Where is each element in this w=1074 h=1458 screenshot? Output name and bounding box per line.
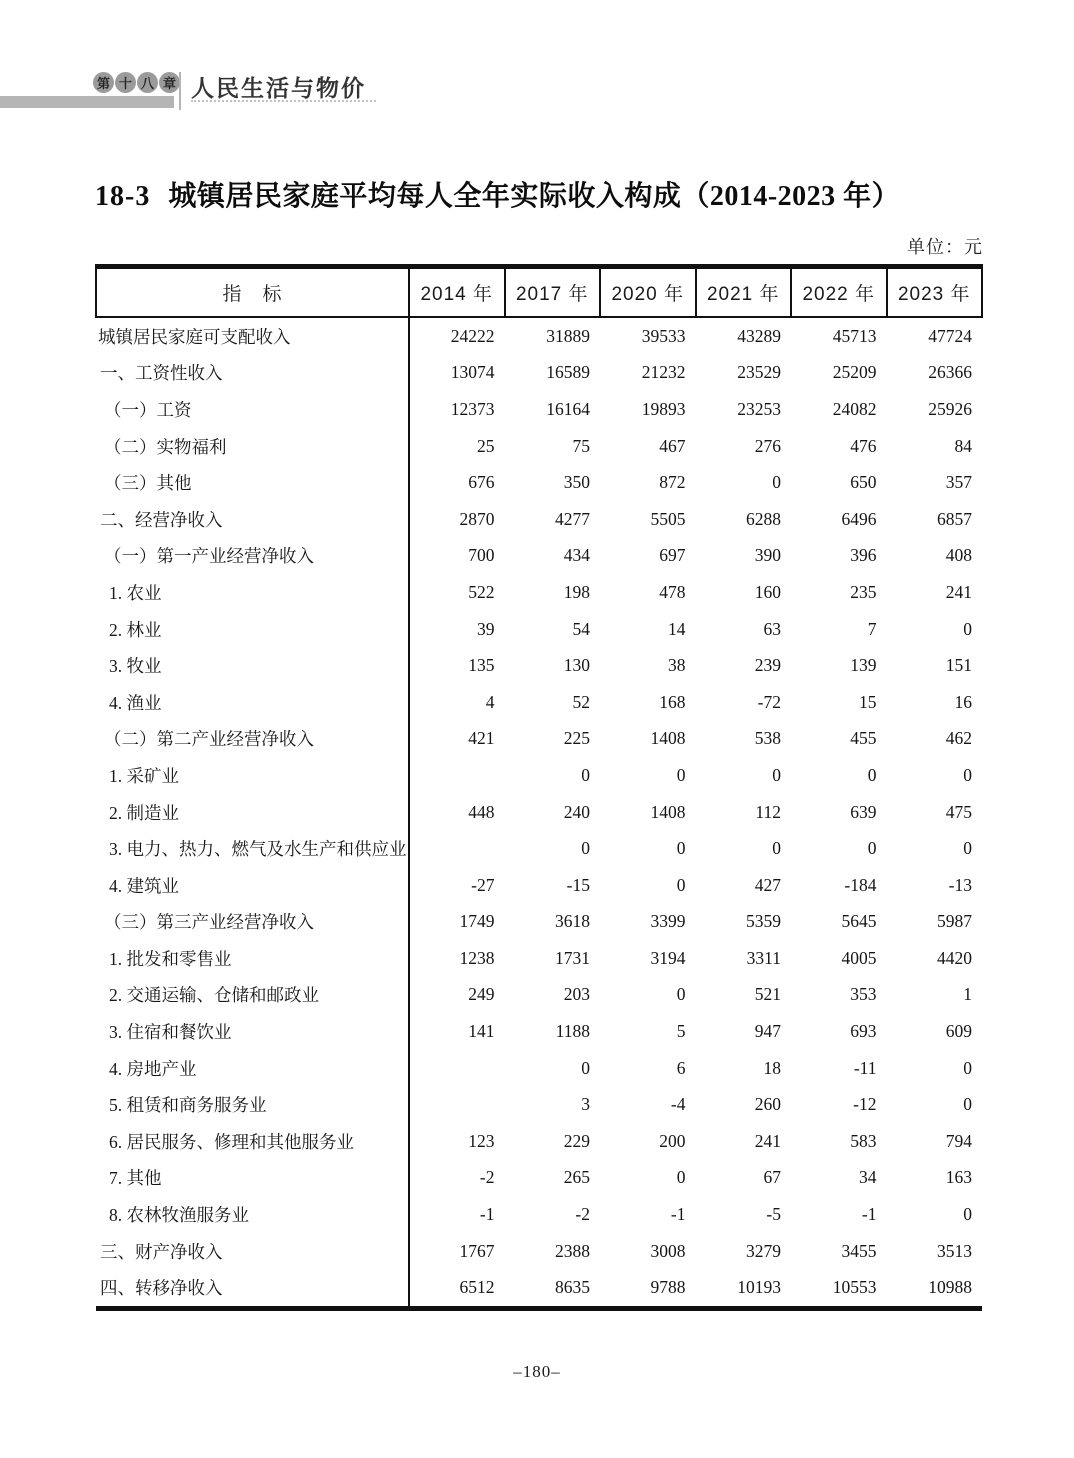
value-cell: 521 <box>754 984 781 1005</box>
value-cell: 225 <box>563 728 590 749</box>
value-cell: 84 <box>954 435 972 456</box>
value-cell: 5 <box>676 1021 686 1042</box>
value-cell: 31889 <box>546 325 590 346</box>
value-cell: 476 <box>850 435 877 456</box>
value-cell: 160 <box>754 581 781 602</box>
value-cell: 0 <box>963 618 972 639</box>
value-cell: 650 <box>850 472 877 493</box>
table-row <box>96 464 982 501</box>
value-cell: 693 <box>850 1021 877 1042</box>
value-cell: 45713 <box>832 325 877 346</box>
table-body <box>96 317 982 1309</box>
table-header <box>96 267 982 318</box>
value-cell: 241 <box>754 1130 781 1151</box>
value-cell: 25 <box>477 435 495 456</box>
table-row <box>96 574 982 611</box>
table-row <box>96 1269 982 1308</box>
value-cell: 3279 <box>746 1240 781 1261</box>
value-cell: 6288 <box>746 508 781 529</box>
value-cell: 676 <box>468 472 495 493</box>
indicator-cell: 3. 牧业 <box>96 647 409 684</box>
indicator-cell: 2. 制造业 <box>96 794 409 831</box>
value-cell: 23529 <box>737 362 781 383</box>
indicator-cell: （一）第一产业经营净收入 <box>96 538 409 575</box>
value-cell: 151 <box>945 655 972 676</box>
value-cell: 7 <box>867 618 877 639</box>
indicator-cell: （一）工资 <box>96 391 409 428</box>
header-row <box>96 267 982 318</box>
unit-label: 单位：元 <box>907 237 983 257</box>
value-cell: 38 <box>668 655 686 676</box>
chapter-badge-char: 第 <box>93 72 114 93</box>
value-cell: 3513 <box>937 1240 972 1261</box>
value-cell <box>409 1086 505 1123</box>
value-cell: 241 <box>945 581 972 602</box>
value-cell: 478 <box>659 581 686 602</box>
value-cell: -13 <box>948 874 972 895</box>
value-cell: 19893 <box>641 398 686 419</box>
value-cell: 39 <box>477 618 495 639</box>
value-cell: 249 <box>468 984 495 1005</box>
value-cell: 25209 <box>832 362 877 383</box>
value-cell: 141 <box>468 1021 495 1042</box>
value-cell: 3399 <box>650 911 686 932</box>
value-cell: -15 <box>566 874 590 895</box>
value-cell: 0 <box>676 1167 686 1188</box>
year-header-cell: 2021 年 <box>696 267 792 318</box>
table-title-text: 城镇居民家庭平均每人全年实际收入构成（2014-2023 年） <box>168 181 901 212</box>
value-cell: 130 <box>563 655 590 676</box>
value-cell: 24082 <box>832 398 877 419</box>
table-row <box>96 1013 982 1050</box>
value-cell: 18 <box>763 1057 781 1078</box>
value-cell: 947 <box>754 1021 781 1042</box>
table-row <box>96 684 982 721</box>
value-cell: 139 <box>850 655 877 676</box>
page-number: –180– <box>513 1362 561 1381</box>
value-cell: 0 <box>581 1057 590 1078</box>
indicator-cell: （三）第三产业经营净收入 <box>96 904 409 941</box>
value-cell: 0 <box>772 472 781 493</box>
indicator-cell: 城镇居民家庭可支配收入 <box>96 317 409 355</box>
value-cell: 4 <box>485 691 495 712</box>
chapter-number-badge <box>93 72 180 93</box>
table-row <box>96 611 982 648</box>
value-cell: 16589 <box>546 362 590 383</box>
value-cell: 260 <box>754 1094 781 1115</box>
chapter-header-bar <box>0 96 174 108</box>
value-cell: 54 <box>572 618 590 639</box>
value-cell: 8635 <box>505 1269 601 1308</box>
table-row <box>96 1086 982 1123</box>
indicator-cell: 四、转移净收入 <box>96 1269 409 1308</box>
value-cell: 357 <box>945 472 972 493</box>
table-row <box>96 1233 982 1270</box>
value-cell: 0 <box>772 838 781 859</box>
value-cell: 1238 <box>459 947 495 968</box>
value-cell: 0 <box>963 1204 972 1225</box>
table-row <box>96 1050 982 1087</box>
table-row <box>96 940 982 977</box>
indicator-cell: 2. 交通运输、仓储和邮政业 <box>96 977 409 1014</box>
value-cell: 1731 <box>555 947 590 968</box>
indicator-cell: 6. 居民服务、修理和其他服务业 <box>96 1123 409 1160</box>
value-cell: 15 <box>859 691 877 712</box>
table-row <box>96 428 982 465</box>
table-row <box>96 647 982 684</box>
year-header-cell: 2020 年 <box>600 267 696 318</box>
year-header-cell: 2022 年 <box>791 267 887 318</box>
value-cell: 5645 <box>841 911 877 932</box>
value-cell: 75 <box>572 435 590 456</box>
value-cell: 1408 <box>650 801 686 822</box>
value-cell: 203 <box>563 984 590 1005</box>
value-cell: 0 <box>867 838 877 859</box>
value-cell: 13074 <box>450 362 495 383</box>
indicator-cell: 一、工资性收入 <box>96 355 409 392</box>
value-cell: 276 <box>754 435 781 456</box>
table-row <box>96 1160 982 1197</box>
value-cell: 1188 <box>555 1021 590 1042</box>
indicator-cell: 5. 租赁和商务服务业 <box>96 1086 409 1123</box>
year-header-cell: 2014 年 <box>409 267 505 318</box>
table-row <box>96 794 982 831</box>
table-number: 18-3 <box>95 181 151 212</box>
value-cell: 16164 <box>546 398 590 419</box>
value-cell: 408 <box>945 545 972 566</box>
value-cell: 462 <box>945 728 972 749</box>
value-cell: -11 <box>853 1057 877 1078</box>
indicator-cell: （三）其他 <box>96 464 409 501</box>
table-row <box>96 1123 982 1160</box>
table-row <box>96 721 982 758</box>
value-cell: 112 <box>755 801 781 822</box>
value-cell: 427 <box>754 874 781 895</box>
table-row <box>96 830 982 867</box>
value-cell: 434 <box>563 545 590 566</box>
value-cell: 455 <box>850 728 877 749</box>
value-cell: 21232 <box>641 362 686 383</box>
table-row <box>96 501 982 538</box>
value-cell: 34 <box>859 1167 877 1188</box>
indicator-cell: 三、财产净收入 <box>96 1233 409 1270</box>
table-row <box>96 977 982 1014</box>
value-cell: 0 <box>772 764 781 785</box>
value-cell: 538 <box>754 728 781 749</box>
value-cell: 14 <box>668 618 686 639</box>
value-cell: 421 <box>468 728 495 749</box>
indicator-cell: 4. 渔业 <box>96 684 409 721</box>
value-cell: 198 <box>563 581 590 602</box>
value-cell: 639 <box>850 801 877 822</box>
value-cell: -184 <box>844 874 877 895</box>
value-cell: 0 <box>963 1094 972 1115</box>
value-cell: 4005 <box>841 947 877 968</box>
indicator-cell: 3. 电力、热力、燃气及水生产和供应业 <box>96 830 409 867</box>
value-cell: 123 <box>468 1130 495 1151</box>
chapter-badge-char: 章 <box>159 72 180 93</box>
value-cell: 6857 <box>937 508 972 529</box>
value-cell: 235 <box>850 581 877 602</box>
value-cell: 1 <box>963 984 972 1005</box>
value-cell: 6512 <box>409 1269 505 1308</box>
value-cell: 135 <box>468 655 495 676</box>
value-cell: 5987 <box>937 911 972 932</box>
value-cell: 697 <box>659 545 686 566</box>
value-cell: 52 <box>572 691 590 712</box>
value-cell: -27 <box>471 874 495 895</box>
indicator-cell: （二）第二产业经营净收入 <box>96 721 409 758</box>
indicator-cell: 4. 房地产业 <box>96 1050 409 1087</box>
table-row <box>96 317 982 355</box>
value-cell: -4 <box>670 1094 686 1115</box>
year-header-cell: 2017 年 <box>505 267 601 318</box>
table-row <box>96 391 982 428</box>
value-cell: 0 <box>581 764 590 785</box>
value-cell: 467 <box>659 435 686 456</box>
value-cell <box>409 757 505 794</box>
value-cell: 12373 <box>450 398 495 419</box>
value-cell: 9788 <box>600 1269 696 1308</box>
value-cell: 0 <box>963 838 972 859</box>
value-cell: 200 <box>659 1130 686 1151</box>
table-row <box>96 757 982 794</box>
value-cell: 3311 <box>746 947 781 968</box>
value-cell: 4277 <box>555 508 590 529</box>
indicator-cell: 1. 采矿业 <box>96 757 409 794</box>
value-cell: 16 <box>954 691 972 712</box>
chapter-badge-char: 八 <box>137 72 158 93</box>
value-cell: 3194 <box>650 947 686 968</box>
indicator-cell: 1. 农业 <box>96 574 409 611</box>
value-cell: 25926 <box>928 398 972 419</box>
value-cell: 24222 <box>450 325 495 346</box>
value-cell: 26366 <box>928 362 972 383</box>
table-title <box>95 174 985 214</box>
value-cell: 240 <box>563 801 590 822</box>
value-cell: 0 <box>676 984 686 1005</box>
value-cell: 1408 <box>650 728 686 749</box>
value-cell: 396 <box>850 545 877 566</box>
value-cell: 2870 <box>459 508 495 529</box>
chapter-title-underline <box>191 100 376 102</box>
indicator-cell: 2. 林业 <box>96 611 409 648</box>
value-cell: 448 <box>468 801 495 822</box>
value-cell: 583 <box>850 1130 877 1151</box>
table-row <box>96 538 982 575</box>
value-cell: 43289 <box>737 325 781 346</box>
value-cell: 475 <box>945 801 972 822</box>
value-cell: 10553 <box>791 1269 887 1308</box>
value-cell: 522 <box>468 581 495 602</box>
indicator-cell: 8. 农林牧渔服务业 <box>96 1196 409 1233</box>
value-cell: 872 <box>659 472 686 493</box>
value-cell: 0 <box>676 874 686 895</box>
chapter-title: 人民生活与物价 <box>191 75 366 101</box>
indicator-header-cell: 指 标 <box>96 267 409 318</box>
value-cell: 0 <box>963 764 972 785</box>
value-cell: 794 <box>945 1130 972 1151</box>
value-cell: 239 <box>754 655 781 676</box>
value-cell: 1749 <box>459 911 495 932</box>
value-cell: 47724 <box>928 325 972 346</box>
value-cell: 609 <box>945 1021 972 1042</box>
value-cell: 350 <box>563 472 590 493</box>
value-cell <box>409 830 505 867</box>
value-cell: -1 <box>479 1204 495 1225</box>
header-divider <box>179 72 181 110</box>
table-row <box>96 904 982 941</box>
table-row <box>96 355 982 392</box>
value-cell: 0 <box>867 764 877 785</box>
value-cell: 23253 <box>737 398 781 419</box>
value-cell: 168 <box>659 691 686 712</box>
value-cell: 5505 <box>650 508 686 529</box>
indicator-cell: （二）实物福利 <box>96 428 409 465</box>
value-cell: 39533 <box>641 325 686 346</box>
value-cell: 3455 <box>841 1240 877 1261</box>
table-row <box>96 1196 982 1233</box>
value-cell: 0 <box>963 1057 972 1078</box>
value-cell: -2 <box>479 1167 495 1188</box>
value-cell: 265 <box>563 1167 590 1188</box>
value-cell: 0 <box>676 764 686 785</box>
value-cell: 1767 <box>459 1240 495 1261</box>
value-cell: -72 <box>757 691 781 712</box>
indicator-cell: 3. 住宿和餐饮业 <box>96 1013 409 1050</box>
value-cell: 3 <box>581 1094 590 1115</box>
value-cell: -5 <box>766 1204 781 1225</box>
value-cell: 0 <box>676 838 686 859</box>
value-cell: -12 <box>853 1094 877 1115</box>
table-row <box>96 867 982 904</box>
value-cell: 163 <box>945 1167 972 1188</box>
indicator-cell: 7. 其他 <box>96 1160 409 1197</box>
indicator-cell: 二、经营净收入 <box>96 501 409 538</box>
value-cell: 3618 <box>555 911 590 932</box>
indicator-cell: 4. 建筑业 <box>96 867 409 904</box>
value-cell: 3008 <box>650 1240 686 1261</box>
value-cell: -2 <box>575 1204 590 1225</box>
value-cell: 700 <box>468 545 495 566</box>
value-cell: -1 <box>861 1204 877 1225</box>
value-cell: -1 <box>670 1204 686 1225</box>
value-cell <box>409 1050 505 1087</box>
value-cell: 390 <box>754 545 781 566</box>
value-cell: 4420 <box>937 947 972 968</box>
value-cell: 2388 <box>555 1240 590 1261</box>
value-cell: 6496 <box>841 508 877 529</box>
value-cell: 10988 <box>887 1269 983 1308</box>
value-cell: 67 <box>763 1167 781 1188</box>
year-header-cell: 2023 年 <box>887 267 983 318</box>
value-cell: 229 <box>563 1130 590 1151</box>
income-composition-table <box>95 264 983 1311</box>
indicator-cell: 1. 批发和零售业 <box>96 940 409 977</box>
value-cell: 63 <box>763 618 781 639</box>
value-cell: 5359 <box>746 911 781 932</box>
value-cell: 0 <box>581 838 590 859</box>
value-cell: 6 <box>676 1057 686 1078</box>
value-cell: 353 <box>850 984 877 1005</box>
chapter-badge-char: 十 <box>115 72 136 93</box>
value-cell: 10193 <box>696 1269 792 1308</box>
